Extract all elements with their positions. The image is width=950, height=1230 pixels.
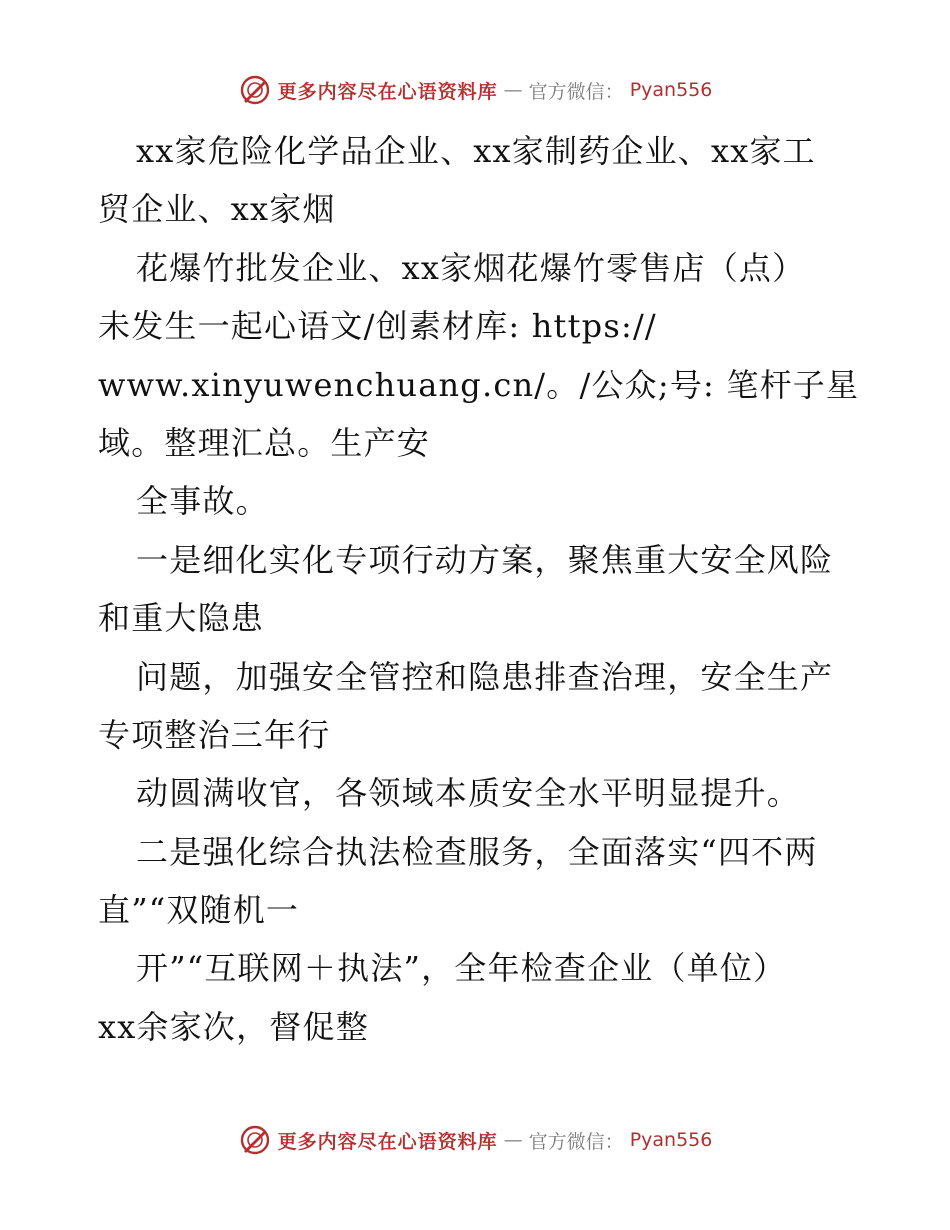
text-line: xx余家次，督促整 xyxy=(98,1007,369,1046)
text-line: 贸企业、xx家烟 xyxy=(98,190,336,229)
banner-main-text: 更多内容尽在心语资料库 xyxy=(277,1130,498,1153)
brand-logo-icon xyxy=(238,1123,272,1157)
footer-banner xyxy=(0,1120,950,1160)
text-line: 全事故。 xyxy=(136,482,269,521)
header-banner xyxy=(0,70,950,110)
text-line: 未发生一起心语文/创素材库: https:// xyxy=(98,307,657,346)
banner-wechat-id: Pyan556 xyxy=(629,1129,713,1151)
text-line: 一是细化实化专项行动方案，聚焦重大安全风险 xyxy=(136,540,834,579)
banner-wechat-label: 官方微信： xyxy=(528,80,624,103)
text-line: 花爆竹批发企业、xx家烟花爆竹零售店（点） xyxy=(136,248,806,287)
text-line: 动圆满收官，各领域本质安全水平明显提升。 xyxy=(136,774,801,813)
banner-wechat-id: Pyan556 xyxy=(629,79,713,101)
text-line: 域。整理汇总。生产安 xyxy=(98,423,431,462)
text-line: 问题，加强安全管控和隐患排查治理，安全生产 xyxy=(136,657,834,696)
text-line: 和重大隐患 xyxy=(98,599,265,638)
text-line: xx家危险化学品企业、xx家制药企业、xx家工 xyxy=(136,132,816,170)
text-line: 直”“双随机一 xyxy=(98,891,300,930)
banner-wechat-label: 官方微信： xyxy=(528,1130,624,1153)
brand-logo-icon xyxy=(238,73,272,107)
document-body xyxy=(98,122,858,1056)
text-line: 专项整治三年行 xyxy=(98,715,331,754)
text-line: 开”“互联网＋执法”，全年检查企业（单位） xyxy=(136,949,787,988)
text-line: 二是强化综合执法检查服务，全面落实“四不两 xyxy=(136,832,818,871)
banner-separator: — xyxy=(503,79,523,101)
banner-main-text: 更多内容尽在心语资料库 xyxy=(277,80,498,103)
text-line: www.xinyuwenchuang.cn/。/公众;号: 笔杆子星 xyxy=(98,365,860,404)
banner-separator: — xyxy=(503,1129,523,1151)
